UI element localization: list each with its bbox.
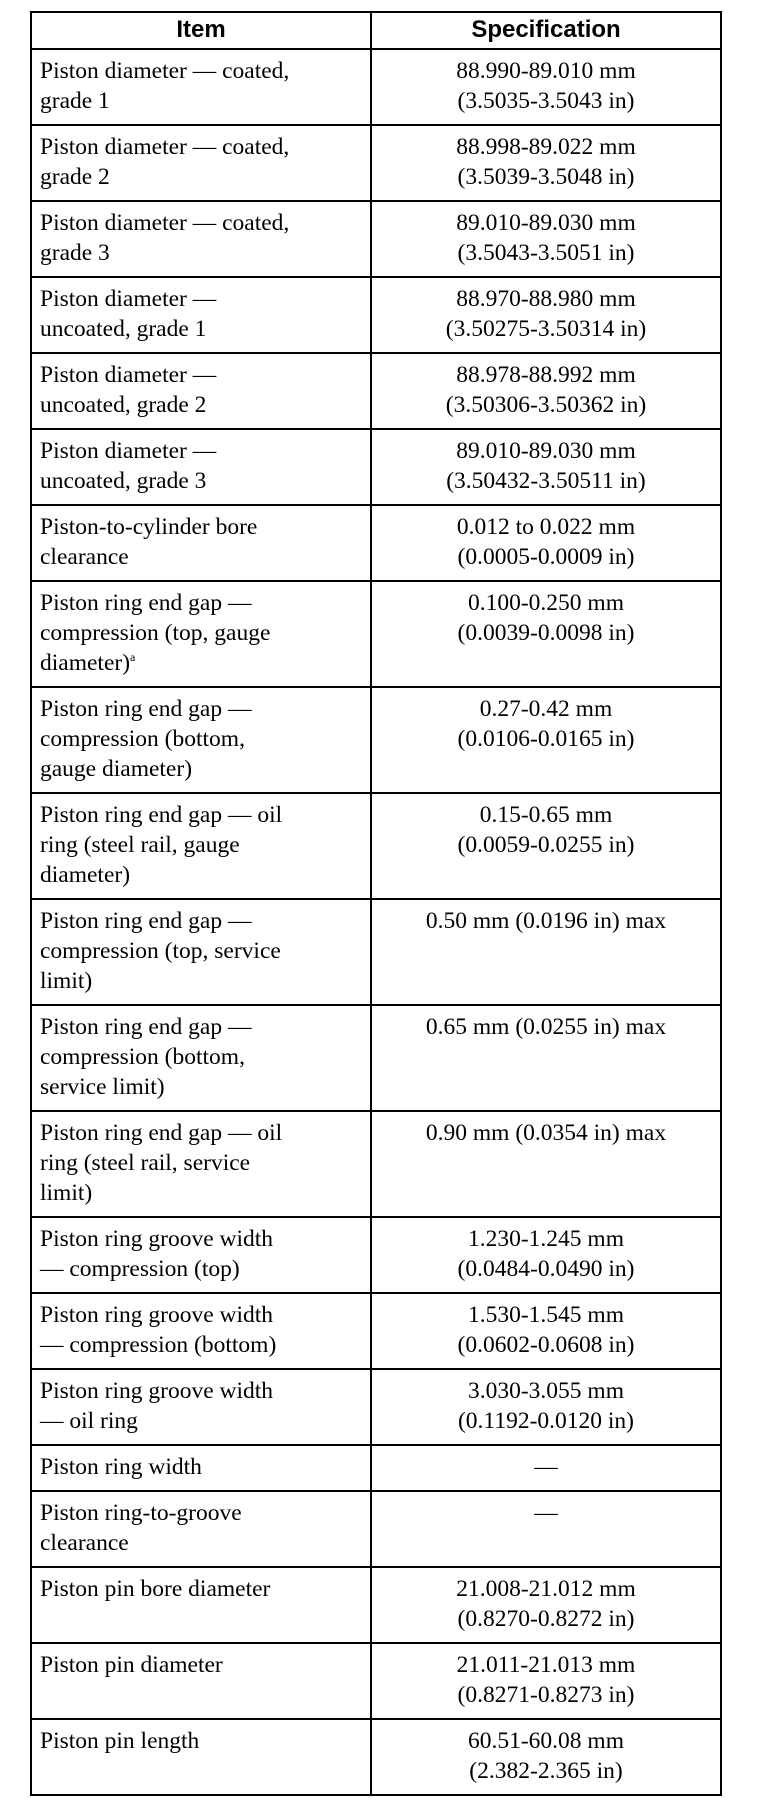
specification-text-line: (0.8270-0.8272 in) — [457, 1606, 635, 1632]
item-cell — [31, 429, 371, 505]
table-row — [31, 1719, 721, 1795]
item-text-line — [40, 1178, 362, 1208]
item-text: Piston ring-to-groove — [40, 1500, 242, 1526]
specification-text-line: (3.5039-3.5048 in) — [457, 164, 635, 190]
item-text-line — [40, 1406, 362, 1436]
item-text-line — [40, 436, 362, 466]
column-header-specification: Specification — [371, 12, 721, 49]
specification-text-line: 0.100-0.250 mm — [467, 590, 624, 616]
table-row — [31, 125, 721, 201]
item-text-line — [40, 694, 362, 724]
item-text: Piston ring groove width — [40, 1302, 274, 1328]
specification-text-line: 0.15-0.65 mm — [479, 802, 613, 828]
item-text: Piston ring groove width — [40, 1378, 274, 1404]
item-text-line — [40, 906, 362, 936]
specification-text-line: 0.65 mm (0.0255 in) max — [425, 1014, 667, 1040]
specification-text-line: — — [534, 1454, 558, 1480]
item-text: Piston pin diameter — [40, 1652, 223, 1678]
specification-cell — [371, 505, 721, 581]
item-cell — [31, 125, 371, 201]
table-body — [31, 49, 721, 1795]
item-cell — [31, 1491, 371, 1567]
item-text: Piston pin length — [40, 1728, 200, 1754]
table-row — [31, 899, 721, 1005]
item-text-line — [40, 588, 362, 618]
item-cell — [31, 1643, 371, 1719]
specification-cell — [371, 201, 721, 277]
item-text: uncoated, grade 1 — [40, 316, 207, 342]
specification-cell — [371, 1491, 721, 1567]
item-text: compression (top, service — [40, 938, 281, 964]
specification-text-line: 88.978-88.992 mm — [456, 362, 636, 388]
specification-cell — [371, 1111, 721, 1217]
specification-text-line: (0.1192-0.0120 in) — [457, 1408, 634, 1434]
specification-cell — [371, 1719, 721, 1795]
item-text: grade 2 — [40, 164, 110, 190]
item-cell — [31, 687, 371, 793]
item-text: Piston ring end gap — — [40, 590, 252, 616]
table-row — [31, 277, 721, 353]
table-row — [31, 687, 721, 793]
item-text-line — [40, 1376, 362, 1406]
item-text: Piston diameter — coated, — [40, 210, 290, 236]
table-row — [31, 793, 721, 899]
item-text-line — [40, 1528, 362, 1558]
item-text: Piston ring end gap — — [40, 1014, 252, 1040]
specification-text-line: (0.0059-0.0255 in) — [457, 832, 635, 858]
item-cell — [31, 201, 371, 277]
item-text-line — [40, 208, 362, 238]
item-text-line — [40, 1118, 362, 1148]
item-text: Piston diameter — — [40, 438, 217, 464]
item-text: Piston ring end gap — oil — [40, 802, 283, 828]
item-text-line — [40, 1072, 362, 1102]
table-row — [31, 49, 721, 125]
item-text-line — [40, 618, 362, 648]
item-text-line — [40, 1300, 362, 1330]
item-text: Piston-to-cylinder bore — [40, 514, 258, 540]
specification-text-line: 0.27-0.42 mm — [479, 696, 613, 722]
specification-cell — [371, 1293, 721, 1369]
item-text-line — [40, 1726, 362, 1756]
specification-text-line: (0.0602-0.0608 in) — [457, 1332, 635, 1358]
item-text: compression (bottom, — [40, 1044, 245, 1070]
item-text: diameter) — [40, 862, 131, 888]
item-text: Piston diameter — coated, — [40, 58, 290, 84]
specification-text-line: (3.5043-3.5051 in) — [457, 240, 635, 266]
item-text-line — [40, 754, 362, 784]
item-text-line — [40, 512, 362, 542]
item-text: uncoated, grade 3 — [40, 468, 207, 494]
specification-cell — [371, 899, 721, 1005]
item-text-line — [40, 1574, 362, 1604]
item-text: compression (bottom, — [40, 726, 245, 752]
item-text-line — [40, 1498, 362, 1528]
item-text: limit) — [40, 1180, 93, 1206]
item-cell — [31, 1567, 371, 1643]
specification-text-line: 60.51-60.08 mm — [467, 1728, 624, 1754]
item-text-line — [40, 284, 362, 314]
specification-text-line: 21.011-21.013 mm — [456, 1652, 636, 1678]
specification-text-line: (0.8271-0.8273 in) — [457, 1682, 635, 1708]
table-row — [31, 1217, 721, 1293]
item-text-line — [40, 132, 362, 162]
specification-text-line: 89.010-89.030 mm — [456, 438, 636, 464]
item-text: diameter) — [40, 650, 131, 676]
item-text: Piston diameter — — [40, 362, 217, 388]
table-row — [31, 1005, 721, 1111]
item-text: Piston diameter — — [40, 286, 217, 312]
specification-cell — [371, 125, 721, 201]
item-cell — [31, 1369, 371, 1445]
table-row — [31, 1445, 721, 1491]
item-cell — [31, 353, 371, 429]
specification-text-line: (3.50432-3.50511 in) — [446, 468, 646, 494]
specification-text-line: — — [534, 1500, 558, 1526]
specification-text-line: (0.0106-0.0165 in) — [457, 726, 635, 752]
item-text: — compression (top) — [40, 1256, 240, 1282]
item-text: clearance — [40, 544, 129, 570]
item-cell — [31, 1445, 371, 1491]
table-header — [31, 12, 721, 49]
table-row — [31, 1369, 721, 1445]
item-text: — compression (bottom) — [40, 1332, 277, 1358]
specification-cell — [371, 1567, 721, 1643]
table-row — [31, 201, 721, 277]
specification-cell — [371, 1643, 721, 1719]
item-text: ring (steel rail, gauge — [40, 832, 240, 858]
table-row — [31, 505, 721, 581]
item-text-line — [40, 860, 362, 890]
specification-text-line: 88.990-89.010 mm — [456, 58, 636, 84]
table-row — [31, 1567, 721, 1643]
item-text: Piston ring groove width — [40, 1226, 274, 1252]
item-cell — [31, 277, 371, 353]
item-text-line — [40, 1224, 362, 1254]
item-text-line — [40, 162, 362, 192]
item-cell — [31, 1293, 371, 1369]
item-text-line — [40, 360, 362, 390]
item-text-line — [40, 1452, 362, 1482]
item-cell — [31, 899, 371, 1005]
item-text-line — [40, 238, 362, 268]
item-text-line — [40, 936, 362, 966]
item-cell — [31, 1111, 371, 1217]
item-text: gauge diameter) — [40, 756, 193, 782]
item-cell — [31, 1217, 371, 1293]
specification-text-line: 3.030-3.055 mm — [467, 1378, 624, 1404]
item-cell — [31, 793, 371, 899]
specification-text-line: 88.998-89.022 mm — [456, 134, 636, 160]
specification-cell — [371, 1217, 721, 1293]
table-row — [31, 1293, 721, 1369]
item-cell — [31, 1719, 371, 1795]
item-text-line — [40, 724, 362, 754]
item-text-line — [40, 542, 362, 572]
item-text: Piston ring end gap — oil — [40, 1120, 283, 1146]
specification-text-line: 0.90 mm (0.0354 in) max — [425, 1120, 667, 1146]
item-text: ring (steel rail, service — [40, 1150, 251, 1176]
specification-cell — [371, 1005, 721, 1111]
table-row — [31, 1111, 721, 1217]
item-cell — [31, 505, 371, 581]
item-text: service limit) — [40, 1074, 165, 1100]
table-row — [31, 353, 721, 429]
item-text-line — [40, 466, 362, 496]
item-text-line — [40, 1650, 362, 1680]
specification-cell — [371, 429, 721, 505]
item-text: Piston ring width — [40, 1454, 202, 1480]
item-text: Piston pin bore diameter — [40, 1576, 271, 1602]
specification-text-line: 0.50 mm (0.0196 in) max — [425, 908, 667, 934]
item-text: Piston ring end gap — — [40, 696, 252, 722]
item-text: Piston ring end gap — — [40, 908, 252, 934]
specification-text-line: (2.382-2.365 in) — [469, 1758, 623, 1784]
column-header-item: Item — [31, 12, 371, 49]
item-text-line — [40, 1042, 362, 1072]
specification-cell — [371, 353, 721, 429]
specification-text-line: (0.0005-0.0009 in) — [457, 544, 635, 570]
item-text: limit) — [40, 968, 93, 994]
table-row — [31, 1491, 721, 1567]
header-row — [31, 12, 721, 49]
item-text-line — [40, 1330, 362, 1360]
item-text: — oil ring — [40, 1408, 138, 1434]
specification-cell — [371, 793, 721, 899]
item-text-line — [40, 966, 362, 996]
item-text-line — [40, 1148, 362, 1178]
specification-text-line: 1.530-1.545 mm — [467, 1302, 624, 1328]
specification-text-line: (0.0484-0.0490 in) — [457, 1256, 635, 1282]
item-text-line — [40, 314, 362, 344]
specification-text-line: (0.0039-0.0098 in) — [457, 620, 635, 646]
item-cell — [31, 1005, 371, 1111]
item-text: uncoated, grade 2 — [40, 392, 207, 418]
specification-text-line: (3.50306-3.50362 in) — [445, 392, 647, 418]
specification-table — [30, 11, 722, 1796]
item-text-line — [40, 390, 362, 420]
table-row — [31, 429, 721, 505]
table-row — [31, 581, 721, 687]
item-text-line — [40, 56, 362, 86]
specification-text-line: (3.50275-3.50314 in) — [445, 316, 647, 342]
specification-cell — [371, 277, 721, 353]
item-text: clearance — [40, 1530, 129, 1556]
specification-text-line: 0.012 to 0.022 mm — [456, 514, 636, 540]
item-text-line — [40, 800, 362, 830]
specification-text-line: 89.010-89.030 mm — [456, 210, 636, 236]
specification-cell — [371, 687, 721, 793]
specification-text-line: (3.5035-3.5043 in) — [457, 88, 635, 114]
item-text: grade 1 — [40, 88, 110, 114]
item-text-line — [40, 86, 362, 116]
item-text: Piston diameter — coated, — [40, 134, 290, 160]
item-text-line — [40, 1254, 362, 1284]
item-text: grade 3 — [40, 240, 110, 266]
table-row — [31, 1643, 721, 1719]
specification-text-line: 1.230-1.245 mm — [467, 1226, 624, 1252]
specification-cell — [371, 1445, 721, 1491]
item-text-line — [40, 830, 362, 860]
item-cell — [31, 49, 371, 125]
item-text-line — [40, 648, 362, 678]
specification-cell — [371, 49, 721, 125]
item-text: compression (top, gauge — [40, 620, 271, 646]
specification-cell — [371, 581, 721, 687]
specification-text-line: 88.970-88.980 mm — [456, 286, 636, 312]
item-text-line — [40, 1012, 362, 1042]
specification-cell — [371, 1369, 721, 1445]
footnote-marker: a — [130, 650, 136, 665]
specification-text-line: 21.008-21.012 mm — [456, 1576, 636, 1602]
item-cell — [31, 581, 371, 687]
